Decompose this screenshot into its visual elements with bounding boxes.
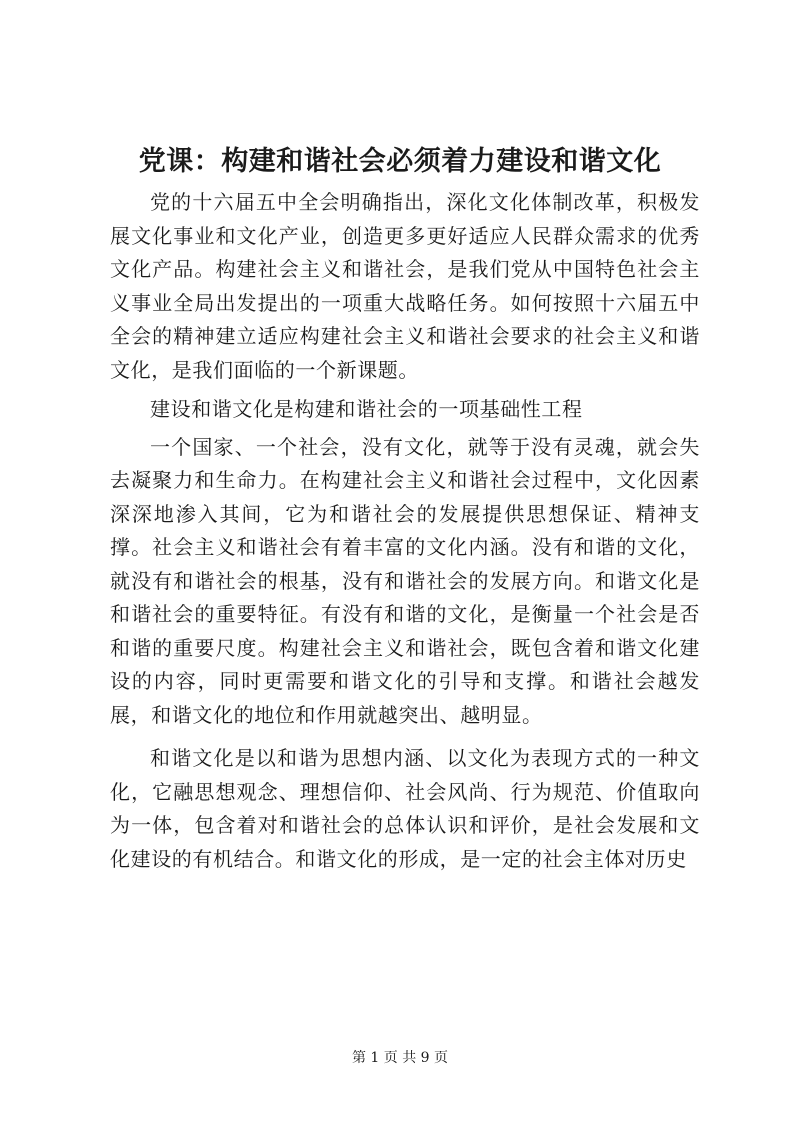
document-body bbox=[110, 186, 700, 876]
paragraph-body: 和谐文化是以和谐为思想内涵、以文化为表现方式的一种文化，它融思想观念、理想信仰、社会风尚、行为规范、价值取向为一体，包含着对和谐社会的总体认识和评价，是社会发展和文化建设的有机结合。和谐文化的形成，是一定的社会主体对历史 bbox=[110, 746, 700, 871]
document-title: 党课：构建和谐社会必须着力建设和谐文化 bbox=[138, 146, 662, 177]
section-heading: 建设和谐文化是构建和谐社会的一项基础性工程 bbox=[150, 397, 583, 421]
page-footer: 第 1 页 共 9 页 bbox=[351, 1050, 449, 1066]
paragraph-intro: 党的十六届五中全会明确指出，深化文化体制改革，积极发展文化事业和文化产业，创造更多更好适应人民群众需求的优秀文化产品。构建社会主义和谐社会，是我们党从中国特色社会主义事业全局出发提出的一项重大战略任务。如何按照十六届五中全会的精神建立适应构建社会主义和谐社会要求的社会主义和谐文化，是我们面临的一个新课题。 bbox=[110, 190, 700, 382]
paragraph-body: 一个国家、一个社会，没有文化，就等于没有灵魂，就会失去凝聚力和生命力。在构建社会主义和谐社会过程中，文化因素深深地渗入其间，它为和谐社会的发展提供思想保证、精神支撑。社会主义和谐社会有着丰富的文化内涵。没有和谐的文化，就没有和谐社会的根基，没有和谐社会的发展方向。和谐文化是和谐社会的重要特征。有没有和谐的文化，是衡量一个社会是否和谐的重要尺度。构建社会主义和谐社会，既包含着和谐文化建设的内容，同时更需要和谐文化的引导和支撑。和谐社会越发展，和谐文化的地位和作用就越突出、越明显。 bbox=[110, 434, 700, 727]
